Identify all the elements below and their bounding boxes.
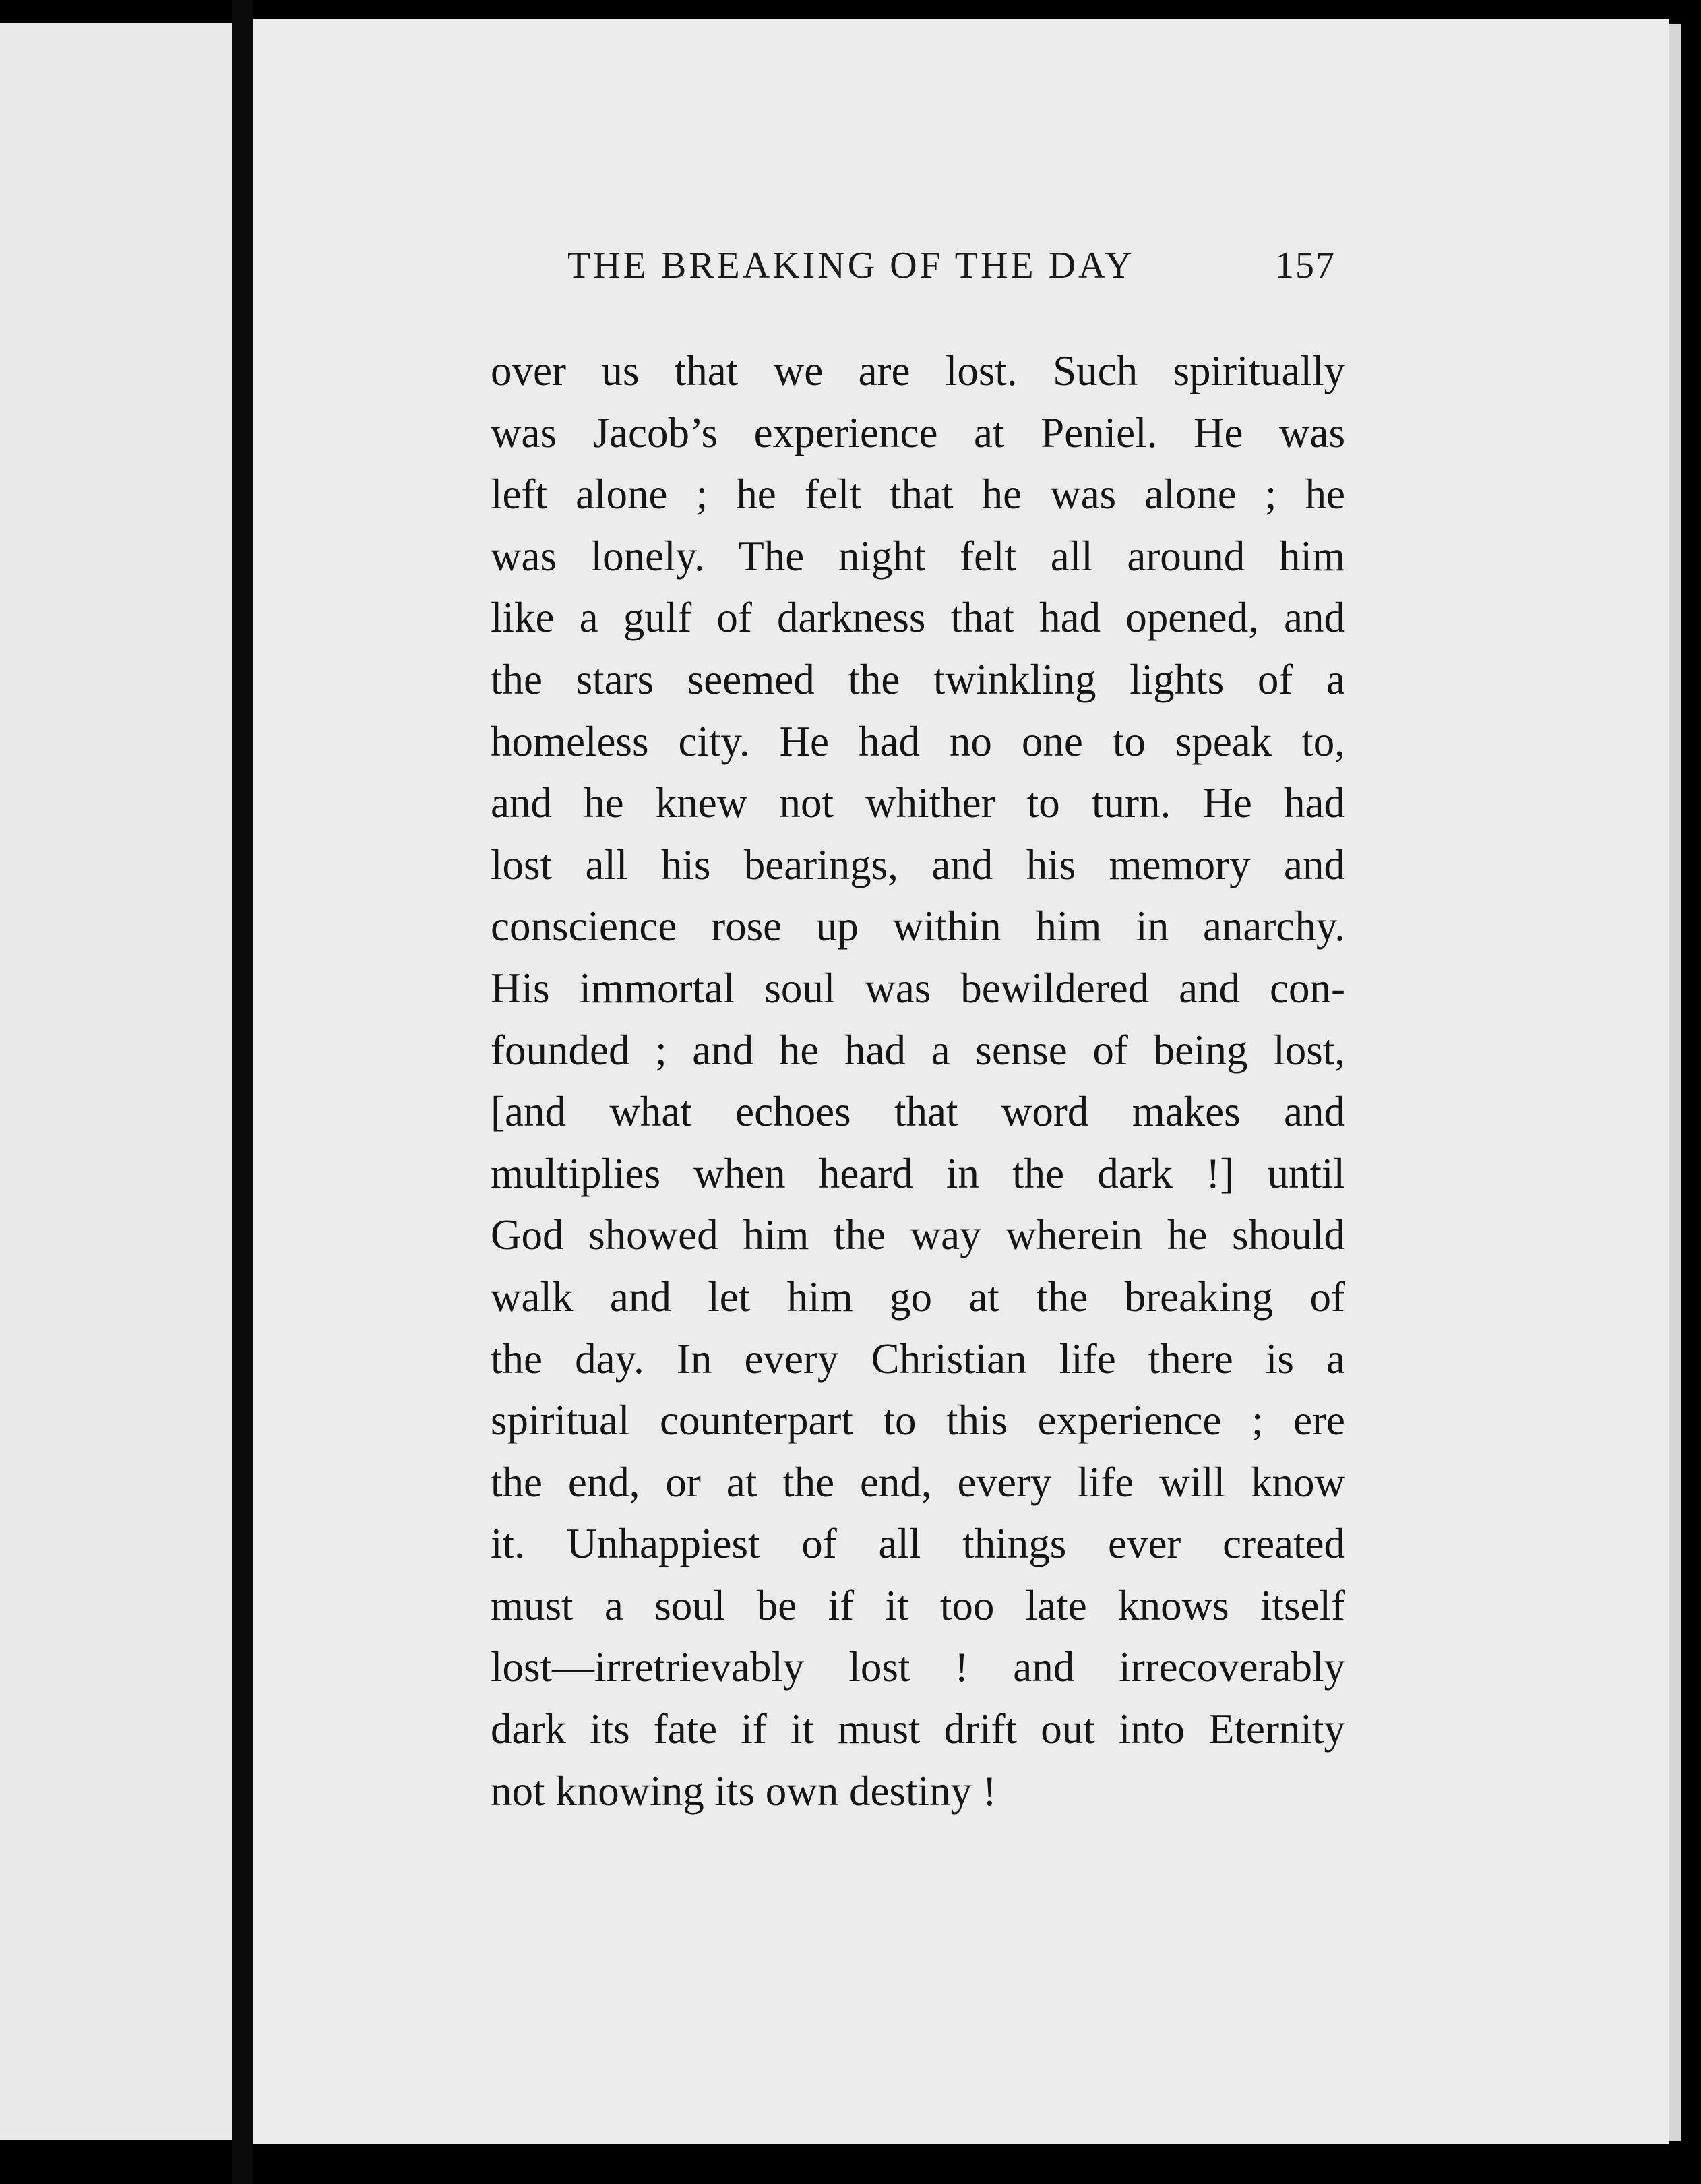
text-line: was Jacob’s experience at Peniel. He was xyxy=(491,408,1345,456)
text-line: left alone ; he felt that he was alone ; he xyxy=(491,471,1345,518)
text-line: must a soul be if it too late knows itself xyxy=(491,1581,1345,1629)
text-line: the end, or at the end, every life will know xyxy=(491,1458,1345,1506)
right-page-edge xyxy=(1669,24,1681,2141)
text-line: was lonely. The night felt all around him xyxy=(491,532,1345,580)
page-number: 157 xyxy=(1275,245,1336,286)
text-line: and he knew not whither to turn. He had xyxy=(491,779,1345,827)
text-line: walk and let him go at the breaking of xyxy=(491,1273,1345,1321)
book-gutter xyxy=(232,0,253,2184)
text-line: His immortal soul was bewildered and con- xyxy=(491,964,1345,1012)
text-line: like a gulf of darkness that had opened, and xyxy=(491,594,1345,642)
body-text xyxy=(491,340,1345,1822)
text-line: founded ; and he had a sense of being lost, xyxy=(491,1026,1345,1074)
text-line: multiplies when heard in the dark !] until xyxy=(491,1149,1345,1197)
text-line: lost—irretrievably lost ! and irrecoverably xyxy=(491,1643,1345,1691)
text-line: spiritual counterpart to this experience ; ere xyxy=(491,1397,1345,1445)
text-line: the day. In every Christian life there is a xyxy=(491,1335,1345,1383)
text-line: it. Unhappiest of all things ever created xyxy=(491,1520,1345,1568)
running-head-title: THE BREAKING OF THE DAY xyxy=(567,245,1135,286)
text-line: over us that we are lost. Such spiritually xyxy=(491,347,1345,394)
text-line: homeless city. He had no one to speak to, xyxy=(491,717,1345,765)
text-line: lost all his bearings, and his memory and xyxy=(491,841,1345,888)
text-line: not knowing its own destiny ! xyxy=(491,1767,997,1815)
text-line: the stars seemed the twinkling lights of a xyxy=(491,655,1345,703)
text-line: conscience rose up within him in anarchy. xyxy=(491,903,1345,950)
text-line: [and what echoes that word makes and xyxy=(491,1088,1345,1136)
running-head xyxy=(567,244,1336,305)
left-page-edge xyxy=(0,23,232,2140)
text-line: God showed him the way wherein he should xyxy=(491,1211,1345,1259)
text-line: dark its fate if it must drift out into Eternity xyxy=(491,1705,1345,1753)
